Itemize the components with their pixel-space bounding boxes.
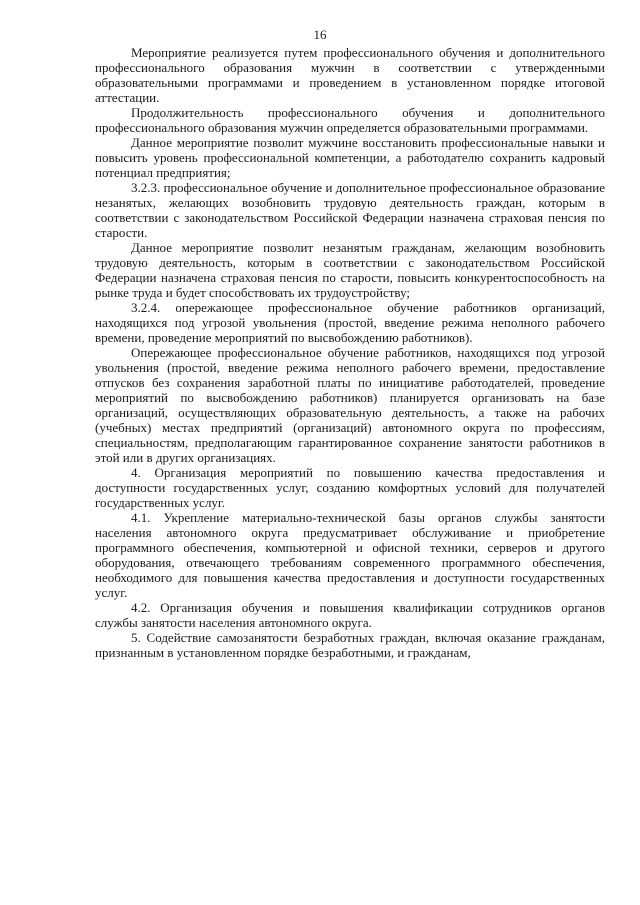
paragraph: 4.1. Укрепление материально-технической базы органов службы занятости населения автономного округа предусматривает обслуживание и приобретение программного обеспечения, компьютерной и офисной техники, серверов и другого оборудования, отвечающего требованиям современного программного обеспечения, необходимого для повышения качества предоставления и доступности государственных услуг.	[95, 510, 605, 600]
paragraph: Продолжительность профессионального обучения и дополнительного профессионального образования мужчин определяется образовательными программами.	[95, 105, 605, 135]
paragraph: Данное мероприятие позволит незанятым гражданам, желающим возобновить трудовую деятельность, которым в соответствии с законодательством Российской Федерации назначена страховая пенсия по старости, повысить конкурентоспособность на рынке труда и будет способствовать их трудоустройству;	[95, 240, 605, 300]
paragraph: Данное мероприятие позволит мужчине восстановить профессиональные навыки и повысить уровень профессиональной компетенции, а работодателю сохранить кадровый потенциал предприятия;	[95, 135, 605, 180]
paragraph: Мероприятие реализуется путем профессионального обучения и дополнительного профессионального образования мужчин в соответствии с утвержденными образовательными программами и проведением в установленном порядке итоговой аттестации.	[95, 45, 605, 105]
paragraph: 5. Содействие самозанятости безработных граждан, включая оказание гражданам, признанным в установленном порядке безработными, и гражданам,	[95, 630, 605, 660]
paragraph: 4. Организация мероприятий по повышению качества предоставления и доступности государственных услуг, созданию комфортных условий для получателей государственных услуг.	[95, 465, 605, 510]
page-number: 16	[313, 27, 327, 42]
paragraph: 3.2.3. профессиональное обучение и дополнительное профессиональное образование незанятых, желающих возобновить трудовую деятельность граждан, которым в соответствии с законодательством Российской Федерации назначена страховая пенсия по старости.	[95, 180, 605, 240]
paragraph: 3.2.4. опережающее профессиональное обучение работников организаций, находящихся под угрозой увольнения (простой, введение режима неполного рабочего времени, проведение мероприятий по высвобождению работников).	[95, 300, 605, 345]
paragraph: Опережающее профессиональное обучение работников, находящихся под угрозой увольнения (простой, введение режима неполного рабочего времени, предоставление отпусков без сохранения заработной платы по инициативе работодателей, проведение мероприятий по высвобождению работников) планируется организовать на базе организаций, осуществляющих образовательную деятельность, а также на рабочих (учебных) местах предприятий (организаций) автономного округа по профессиям, специальностям, предполагающим гарантированное сохранение занятости работников в этой или в других организациях.	[95, 345, 605, 465]
paragraph: 4.2. Организация обучения и повышения квалификации сотрудников органов службы занятости населения автономного округа.	[95, 600, 605, 630]
document-body	[95, 45, 605, 660]
